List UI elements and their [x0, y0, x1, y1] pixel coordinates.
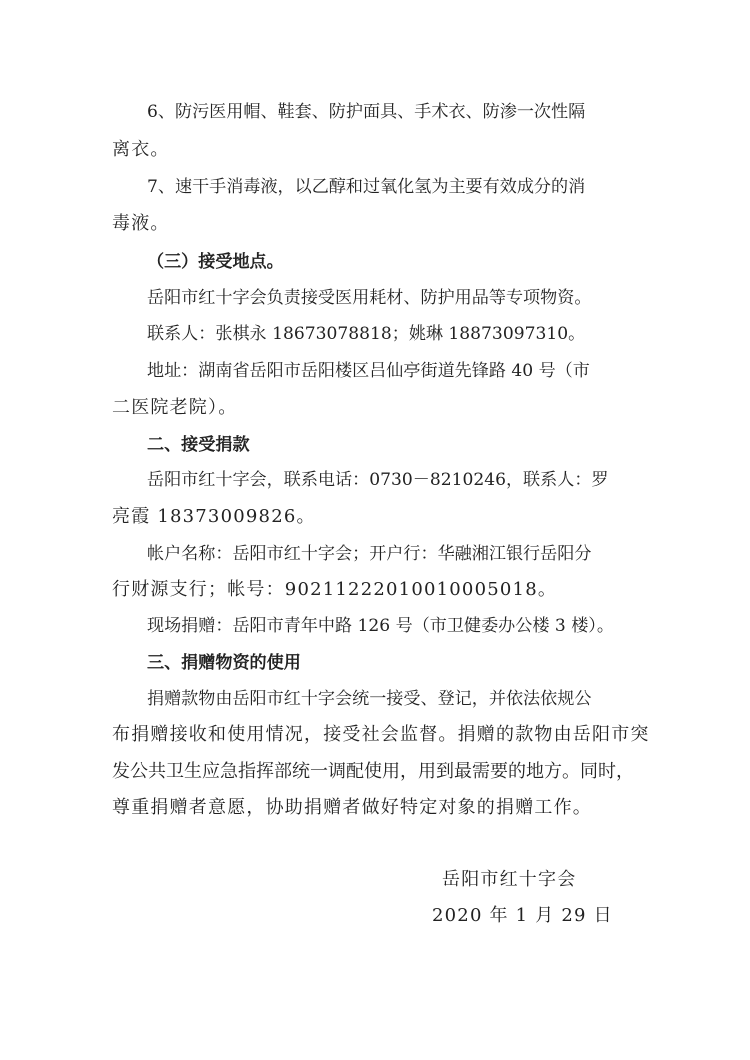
usage-line-2: 布捐赠接收和使用情况，接受社会监督。捐赠的款物由岳阳市突 — [112, 724, 650, 745]
signature-date: 2020 年 1 月 29 日 — [432, 905, 613, 926]
donations-line-1: 岳阳市红十字会，联系电话：0730－8210246，联系人：罗 — [147, 470, 609, 490]
item-6-line-1: 6、防污医用帽、鞋套、防护面具、手术衣、防渗一次性隔 — [147, 102, 586, 122]
donations-account-line-2: 行财源支行；帐号：90211222010010005018。 — [112, 579, 558, 600]
signature-organization: 岳阳市红十字会 — [442, 869, 577, 890]
usage-line-4: 尊重捐赠者意愿，协助捐赠者做好特定对象的捐赠工作。 — [112, 797, 592, 818]
section-3-location-heading: （三）接受地点。 — [147, 252, 284, 272]
usage-line-3: 发公共卫生应急指挥部统一调配使用，用到最需要的地方。同时， — [112, 761, 634, 782]
donations-account-line-1: 帐户名称：岳阳市红十字会；开户行：华融湘江银行岳阳分 — [147, 544, 592, 564]
donations-line-2: 亮霞 18373009826。 — [112, 506, 316, 527]
usage-heading: 三、捐赠物资的使用 — [147, 653, 301, 673]
location-address-line-2: 二医院老院）。 — [112, 397, 238, 418]
location-address-line-1: 地址：湖南省岳阳市岳阳楼区吕仙亭街道先锋路 40 号（市 — [147, 361, 590, 381]
location-line-1: 岳阳市红十字会负责接受医用耗材、防护用品等专项物资。 — [147, 288, 592, 308]
item-7-line-1: 7、速干手消毒液，以乙醇和过氧化氢为主要有效成分的消 — [147, 177, 586, 197]
donations-onsite-line: 现场捐赠：岳阳市青年中路 126 号（市卫健委办公楼 3 楼）。 — [147, 616, 614, 636]
donations-heading: 二、接受捐款 — [147, 435, 250, 455]
usage-line-1: 捐赠款物由岳阳市红十字会统一接受、登记，并依法依规公 — [147, 689, 592, 709]
item-6-line-2: 离衣。 — [112, 139, 170, 160]
location-contact-line: 联系人：张棋永 18673078818；姚琳 18873097310。 — [147, 324, 586, 344]
item-7-line-2: 毒液。 — [112, 213, 170, 234]
